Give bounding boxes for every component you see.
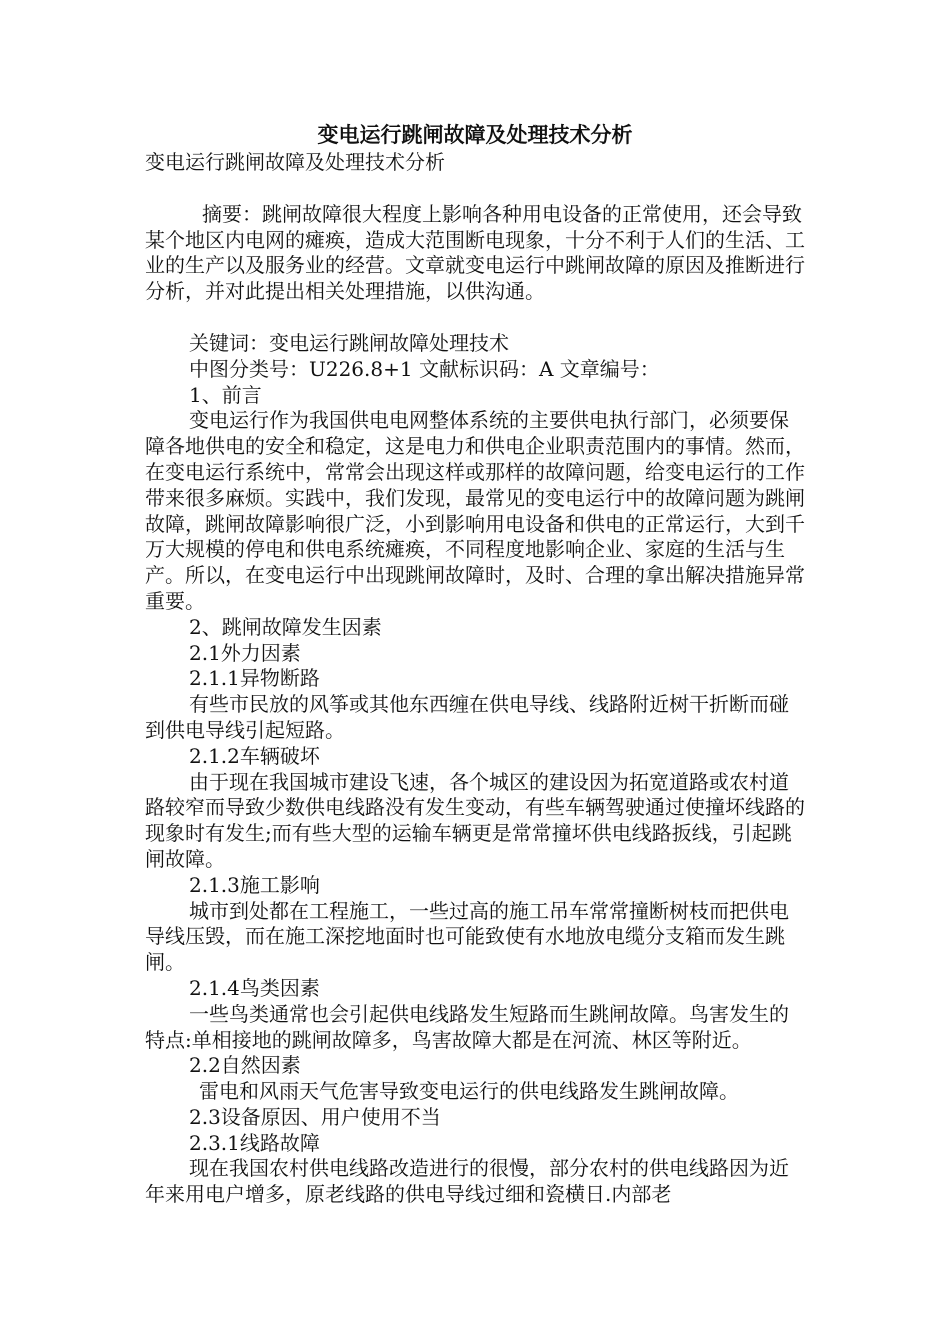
document-body xyxy=(145,150,805,1208)
subsection-heading: 2.3.1线路故障 xyxy=(189,1130,320,1155)
body-paragraph: 变电运行作为我国供电电网整体系统的主要供电执行部门，必须要保障各地供电的安全和稳定，这是电力和供电企业职责范围内的事情。然而，在变电运行系统中，常常会出现这样或那样的故障问题，给变电运行的工作带来很多麻烦。实践中，我们发现，最常见的变电运行中的故障问题为跳闸故障，跳闸故障影响很广泛，小到影响用电设备和供电的正常运行，大到千万大规模的停电和供电系统瘫痪，不同程度地影响企业、家庭的生活与生产。所以，在变电运行中出现跳闸故障时，及时、合理的拿出解决措施异常重要。 xyxy=(145,408,805,613)
classification-line: 中图分类号：U226.8+1 文献标识码：A 文章编号： xyxy=(189,356,660,381)
body-paragraph: 城市到处都在工程施工，一些过高的施工吊车常常撞断树枝而把供电导线压毁，而在施工深挖地面时也可能致使有水地放电缆分支箱而发生跳闸。 xyxy=(145,898,789,975)
subsection-heading: 2.1.1异物断路 xyxy=(189,666,320,691)
subsection-heading: 2.2自然因素 xyxy=(189,1053,301,1078)
section-heading: 1、前言 xyxy=(189,382,262,407)
body-paragraph: 一些鸟类通常也会引起供电线路发生短路而生跳闸故障。鸟害发生的特点:单相接地的跳闸故障多，鸟害故障大都是在河流、林区等附近。 xyxy=(145,1001,789,1052)
subsection-heading: 2.1.3施工影响 xyxy=(189,872,320,897)
section-heading: 2、跳闸故障发生因素 xyxy=(189,614,382,639)
body-paragraph: 有些市民放的风筝或其他东西缠在供电导线、线路附近树干折断而碰到供电导线引起短路。 xyxy=(145,692,789,742)
body-paragraph: 雷电和风雨天气危害导致变电运行的供电线路发生跳闸故障。 xyxy=(199,1079,739,1104)
subsection-heading: 2.1外力因素 xyxy=(189,640,301,665)
subsection-heading: 2.1.2车辆破坏 xyxy=(189,743,320,768)
abstract-paragraph: 摘要：跳闸故障很大程度上影响各种用电设备的正常使用，还会导致某个地区内电网的瘫痪，造成大范围断电现象，十分不利于人们的生活、工业的生产以及服务业的经营。文章就变电运行中跳闸故障的原因及推断进行分析，并对此提出相关处理措施，以供沟通。 xyxy=(145,201,805,304)
subsection-heading: 2.3设备原因、用户使用不当 xyxy=(189,1104,441,1129)
body-paragraph: 由于现在我国城市建设飞速，各个城区的建设因为拓宽道路或农村道路较窄而导致少数供电线路没有发生变动，有些车辆驾驶通过使撞坏线路的现象时有发生;而有些大型的运输车辆更是常常撞坏供电线路扳线，引起跳闸故障。 xyxy=(145,769,805,871)
document-title: 变电运行跳闸故障及处理技术分析 xyxy=(317,122,633,147)
subsection-heading: 2.1.4鸟类因素 xyxy=(189,975,320,1000)
keywords-line: 关键词：变电运行跳闸故障处理技术 xyxy=(189,330,509,355)
body-paragraph: 现在我国农村供电线路改造进行的很慢，部分农村的供电线路因为近年来用电户增多，原老线路的供电导线过细和瓷横日.内部老 xyxy=(145,1156,789,1207)
document-subtitle: 变电运行跳闸故障及处理技术分析 xyxy=(145,150,445,174)
